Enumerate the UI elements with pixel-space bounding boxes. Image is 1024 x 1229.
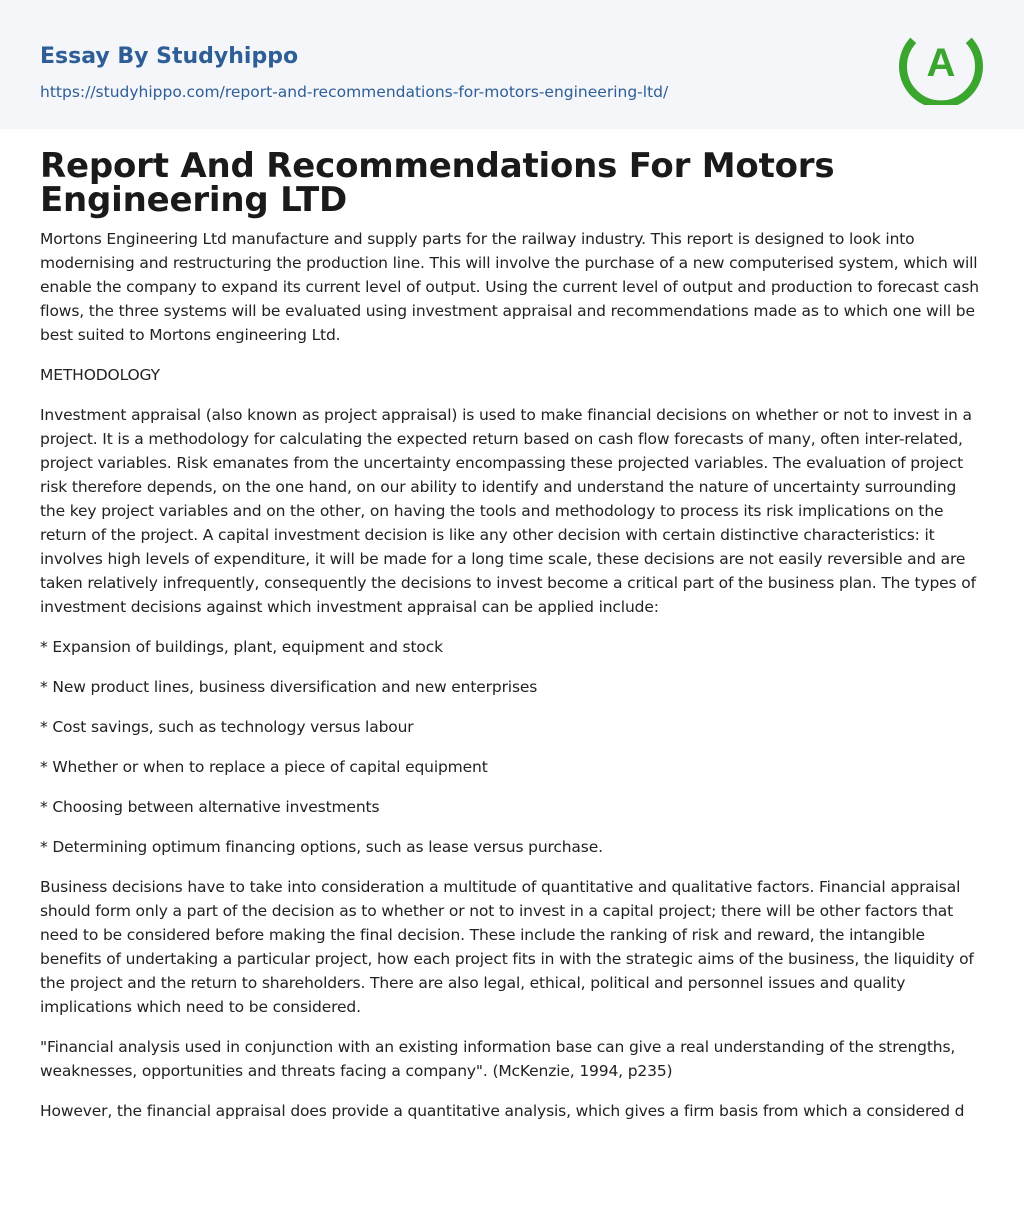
logo-letter: A — [926, 41, 956, 85]
list-item: * Whether or when to replace a piece of capital equipment — [40, 758, 488, 776]
list-item: * New product lines, business diversification and new enterprises — [40, 678, 538, 696]
site-header — [0, 0, 1024, 129]
brand-title[interactable]: Essay By Studyhippo — [40, 44, 299, 69]
page-title: Report And Recommendations For Motors Engineering LTD — [40, 146, 835, 220]
paragraph-quote: "Financial analysis used in conjunction with an existing information base can give a real understanding of the strengths, weaknesses, opportunities and threats facing a company". (McKenzie, 1994, p235) — [40, 1038, 956, 1080]
paragraph-truncated: However, the financial appraisal does provide a quantitative analysis, which gives a firm basis from which a considered d — [40, 1102, 965, 1120]
paragraph-business-decisions: Business decisions have to take into consideration a multitude of quantitative and qualitative factors. Financial appraisal should form only a part of the decision as to whether or not to invest in a capital project; there will be other factors that need to be considered before making the final decision. These include the ranking of risk and reward, the intangible benefits of undertaking a particular project, how each project fits in with the strategic aims of the business, the liquidity of the project and the return to shareholders. There are also legal, ethical, political and personnel issues and quality implications which need to be considered. — [40, 878, 974, 1016]
list-item: * Choosing between alternative investments — [40, 798, 380, 816]
paragraph-investment-appraisal: Investment appraisal (also known as project appraisal) is used to make financial decisions on whether or not to invest in a project. It is a methodology for calculating the expected return based on cash flow forecasts of many, often inter-related, project variables. Risk emanates from the uncertainty encompassing these projected variables. The evaluation of project risk therefore depends, on the one hand, on our ability to identify and understand the nature of uncertainty surrounding the key project variables and on the other, on having the tools and methodology to process its risk implications on the return of the project. A capital investment decision is like any other decision with certain distinctive characteristics: it involves high levels of expenditure, it will be made for a long time scale, these decisions are not easily reversible and are taken relatively infrequently, consequently the decisions to invest become a critical part of the business plan. The types of investment decisions against which investment appraisal can be applied include: — [40, 406, 976, 616]
list-item: * Cost savings, such as technology versus labour — [40, 718, 414, 736]
list-item: * Expansion of buildings, plant, equipment and stock — [40, 638, 443, 656]
list-item: * Determining optimum financing options, such as lease versus purchase. — [40, 838, 603, 856]
essay-url-link[interactable]: https://studyhippo.com/report-and-recommendations-for-motors-engineering-ltd/ — [40, 83, 669, 101]
studyhippo-logo-icon[interactable] — [898, 19, 984, 105]
section-heading-methodology: METHODOLOGY — [40, 366, 160, 384]
paragraph-intro: Mortons Engineering Ltd manufacture and supply parts for the railway industry. This report is designed to look into modernising and restructuring the production line. This will involve the purchase of a new computerised system, which will enable the company to expand its current level of output. Using the current level of output and production to forecast cash flows, the three systems will be evaluated using investment appraisal and recommendations made as to which one will be best suited to Mortons engineering Ltd. — [40, 230, 979, 344]
article-body — [0, 129, 1024, 1123]
